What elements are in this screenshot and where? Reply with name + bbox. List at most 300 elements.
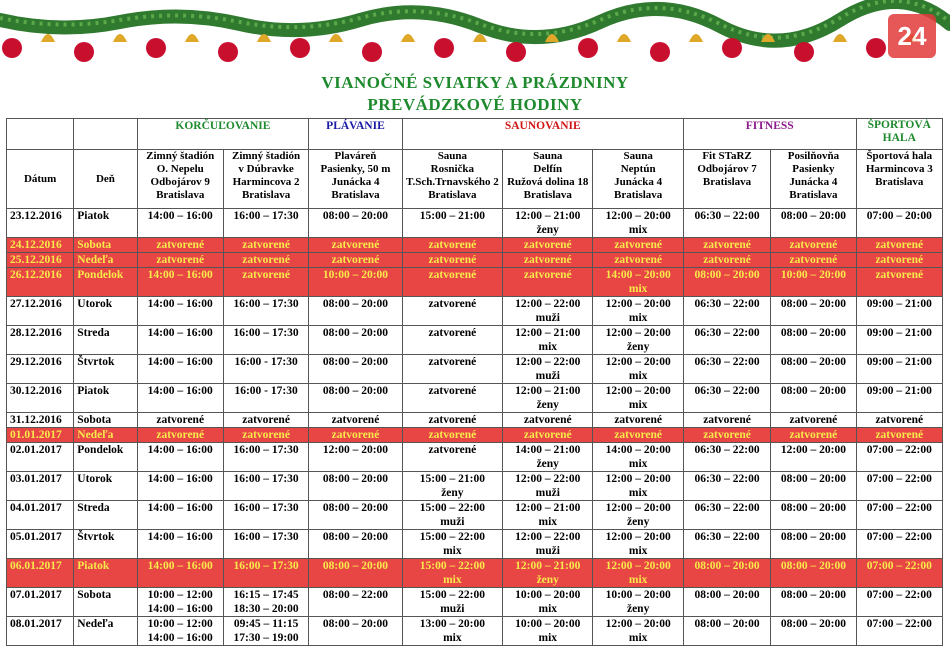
ornament-ball-icon [722, 38, 742, 58]
hours-cell [593, 268, 683, 297]
hours-cell [223, 209, 308, 238]
hours-text: zatvorené [242, 414, 290, 426]
ornament-bell-icon [689, 34, 703, 42]
hours-text: muži [535, 487, 560, 499]
hours-text: 08:00 – 20:00 [322, 502, 389, 514]
hours-text: 16:00 – 17:30 [233, 444, 299, 456]
ornament-bell-icon [401, 34, 415, 42]
hours-text: 16:00 – 17:30 [233, 531, 299, 543]
hours-cell [593, 588, 683, 617]
date-cell: 08.01.2017 [7, 617, 74, 646]
hours-cell [683, 428, 770, 443]
hours-cell [402, 428, 502, 443]
hours-cell [503, 530, 593, 559]
hours-text: 14:00 – 21:00 [515, 444, 581, 456]
venue-header-line: T.Sch.Trnavského 2 [405, 176, 499, 188]
hours-text: zatvorené [789, 239, 838, 251]
hours-text: muži [440, 603, 465, 615]
hours-text: zatvorené [875, 414, 924, 426]
venue-header-line: Junácka 4 [331, 176, 380, 188]
hours-text: 07:00 – 22:00 [866, 560, 932, 572]
hours-cell [503, 617, 593, 646]
hours-cell [223, 253, 308, 268]
hours-text: zatvorené [703, 254, 751, 266]
hours-text: 15:00 – 22:00 [419, 502, 485, 514]
hours-cell [503, 384, 593, 413]
hours-text: 18:30 – 20:00 [233, 603, 299, 615]
hours-cell [503, 413, 593, 428]
hours-cell [309, 559, 402, 588]
hours-text: ženy [536, 458, 559, 470]
group-sports-hall: ŠPORTOVÁ HALA [856, 119, 942, 150]
hours-text: 12:00 – 21:00 [515, 385, 581, 397]
hours-text: zatvorené [428, 298, 477, 310]
hours-text: 08:00 – 20:00 [780, 531, 846, 543]
hours-text: zatvorené [428, 414, 477, 426]
hours-cell [223, 238, 308, 253]
hours-cell [309, 326, 402, 355]
venue-header-line: Plaváreň [334, 150, 377, 162]
hours-text: 15:00 – 21:00 [419, 210, 485, 222]
hours-cell [683, 443, 770, 472]
hours-text: 12:00 – 20:00 [605, 298, 671, 310]
hours-text: zatvorené [875, 254, 924, 266]
hours-text: 14:00 – 16:00 [147, 531, 213, 543]
venue-header-1 [223, 150, 308, 209]
hours-text: 17:30 – 19:00 [233, 632, 299, 644]
ornament-bell-icon [329, 34, 343, 42]
hours-text: zatvorené [523, 239, 572, 251]
hours-text: 08:00 – 20:00 [694, 618, 760, 630]
hours-cell [683, 530, 770, 559]
hours-text: 08:00 – 20:00 [694, 589, 760, 601]
hours-cell [856, 530, 942, 559]
hours-text: 08:00 – 20:00 [780, 298, 846, 310]
hours-text: zatvorené [614, 429, 662, 441]
venue-header-line: Odbojárov 7 [697, 163, 757, 175]
hours-cell [223, 617, 308, 646]
date-cell: 07.01.2017 [7, 588, 74, 617]
hours-text: 14:00 – 16:00 [147, 502, 213, 514]
day-cell: Sobota [74, 588, 137, 617]
hours-cell [137, 443, 223, 472]
day-cell: Nedeľa [74, 428, 137, 443]
hours-text: zatvorené [428, 356, 477, 368]
hours-text: 06:30 – 22:00 [694, 444, 760, 456]
hours-cell [771, 472, 856, 501]
hours-text: 16:00 – 17:30 [233, 502, 299, 514]
hours-cell [402, 443, 502, 472]
hours-text: ženy [626, 341, 650, 353]
hours-text: 08:00 – 22:00 [322, 589, 389, 601]
date-cell: 05.01.2017 [7, 530, 74, 559]
hours-text: 12:00 – 20:00 [605, 560, 671, 572]
hours-cell [771, 209, 856, 238]
venue-header-line: Bratislava [523, 189, 572, 201]
date-cell: 02.01.2017 [7, 443, 74, 472]
hours-text: zatvorené [242, 429, 290, 441]
hours-cell [137, 253, 223, 268]
hours-cell [683, 617, 770, 646]
venue-header-line: Sauna [437, 150, 468, 162]
hours-cell [402, 297, 502, 326]
hours-text: 14:00 – 16:00 [147, 560, 213, 572]
venue-header-line: Bratislava [331, 189, 380, 201]
hours-cell [771, 384, 856, 413]
hours-text: 12:00 – 20:00 [605, 502, 671, 514]
hours-text: 12:00 – 21:00 [515, 327, 581, 339]
hours-cell [309, 384, 402, 413]
venue-header-line: Športová hala [866, 150, 933, 162]
venue-header-line: Odbojárov 9 [150, 176, 210, 188]
hours-cell [856, 501, 942, 530]
venue-header-5 [593, 150, 683, 209]
hours-text: 15:00 – 22:00 [419, 589, 485, 601]
hours-cell [137, 559, 223, 588]
venue-header-line: Delfín [533, 163, 563, 175]
hours-cell [503, 253, 593, 268]
hours-text: 14:00 – 16:00 [147, 356, 213, 368]
hours-cell [503, 428, 593, 443]
hours-cell [137, 472, 223, 501]
hours-cell [856, 238, 942, 253]
date-cell: 30.12.2016 [7, 384, 74, 413]
hours-text: mix [538, 516, 558, 528]
date-cell: 03.01.2017 [7, 472, 74, 501]
venue-header-7 [771, 150, 856, 209]
hours-cell [402, 384, 502, 413]
hours-cell [683, 472, 770, 501]
hours-text: 12:00 – 21:00 [515, 502, 581, 514]
hours-cell [593, 355, 683, 384]
hours-cell [683, 238, 770, 253]
hours-cell [402, 268, 502, 297]
hours-text: 06:30 – 22:00 [694, 385, 760, 397]
hours-text: zatvorené [523, 254, 572, 266]
hours-cell [223, 530, 308, 559]
hours-text: zatvorené [789, 414, 838, 426]
hours-cell [593, 559, 683, 588]
hours-text: 12:00 – 20:00 [780, 444, 846, 456]
day-cell: Utorok [74, 472, 137, 501]
hours-cell [503, 297, 593, 326]
hours-text: zatvorené [875, 429, 924, 441]
table-row [7, 530, 943, 559]
hours-text: ženy [536, 574, 559, 586]
hours-cell [402, 209, 502, 238]
table-row [7, 501, 943, 530]
hours-cell [683, 268, 770, 297]
ornament-bell-icon [833, 34, 847, 42]
ornament-bell-icon [185, 34, 199, 42]
venue-header-line: Bratislava [156, 189, 205, 201]
venue-header-line: Pasienky [792, 163, 835, 175]
day-cell: Piatok [74, 384, 137, 413]
hours-cell [856, 472, 942, 501]
hours-text: 14:00 – 16:00 [147, 298, 213, 310]
hours-text: zatvorené [156, 414, 205, 426]
hours-text: mix [628, 312, 648, 324]
hours-text: 08:00 – 20:00 [780, 385, 846, 397]
hours-text: 13:00 – 20:00 [419, 618, 485, 630]
date-column-header: Dátum [7, 150, 74, 209]
hours-text: zatvorené [703, 429, 751, 441]
hours-text: zatvorené [428, 239, 477, 251]
ornament-ball-icon [290, 38, 310, 58]
hours-text: ženy [626, 603, 650, 615]
hours-cell [309, 413, 402, 428]
venue-header-6 [683, 150, 770, 209]
table-row [7, 355, 943, 384]
hours-text: 10:00 – 20:00 [515, 589, 581, 601]
hours-text: 16:00 – 17:30 [233, 210, 299, 222]
venue-header-line: Fit STaRZ [702, 150, 752, 162]
hours-text: 07:00 – 20:00 [866, 210, 932, 222]
hours-cell [856, 443, 942, 472]
hours-cell [593, 297, 683, 326]
hours-text: ženy [626, 516, 650, 528]
venue-header-line: Pasienky, 50 m [320, 163, 391, 175]
day-cell: Streda [74, 326, 137, 355]
venue-header-line: Bratislava [428, 189, 477, 201]
day-cell: Sobota [74, 238, 137, 253]
page-subtitle: PREVÁDZKOVÉ HODINY [367, 95, 583, 114]
hours-cell [223, 268, 308, 297]
hours-text: 08:00 – 20:00 [780, 502, 846, 514]
date-cell: 24.12.2016 [7, 238, 74, 253]
hours-text: 07:00 – 22:00 [866, 502, 932, 514]
hours-cell [402, 238, 502, 253]
ornament-bell-icon [617, 34, 631, 42]
hours-text: zatvorené [331, 429, 380, 441]
hours-text: 07:00 – 22:00 [866, 531, 932, 543]
hours-text: 06:30 – 22:00 [694, 473, 760, 485]
hours-text: 16:00 - 17:30 [234, 385, 298, 397]
hours-cell [771, 355, 856, 384]
hours-text: 06:30 – 22:00 [694, 356, 760, 368]
hours-text: 12:00 – 20:00 [605, 327, 671, 339]
hours-text: 08:00 – 20:00 [322, 560, 389, 572]
hours-text: 12:00 – 20:00 [605, 531, 671, 543]
day-cell: Streda [74, 501, 137, 530]
hours-cell [771, 413, 856, 428]
hours-text: mix [443, 545, 462, 557]
hours-text: mix [628, 399, 648, 411]
hours-text: 12:00 – 20:00 [605, 618, 671, 630]
venue-header-line: Neptún [620, 163, 656, 175]
hours-text: zatvorené [428, 444, 477, 456]
hours-cell [309, 588, 402, 617]
hours-text: 06:30 – 22:00 [694, 327, 760, 339]
hours-text: 06:30 – 22:00 [694, 531, 760, 543]
day-cell: Nedeľa [74, 617, 137, 646]
hours-text: 12:00 – 22:00 [515, 531, 581, 543]
hours-text: zatvorené [614, 254, 662, 266]
ornament-ball-icon [362, 42, 382, 62]
day-cell: Sobota [74, 413, 137, 428]
date-cell: 27.12.2016 [7, 297, 74, 326]
group-header-row [7, 119, 943, 150]
hours-text: 15:00 – 22:00 [419, 560, 485, 572]
ornament-ball-icon [146, 38, 166, 58]
venue-header-line: Zimný štadión [232, 150, 301, 162]
hours-text: 12:00 – 20:00 [605, 210, 671, 222]
date-cell: 01.01.2017 [7, 428, 74, 443]
hours-cell [503, 326, 593, 355]
hours-text: 09:00 – 21:00 [866, 385, 932, 397]
hours-text: 08:00 – 20:00 [322, 618, 389, 630]
table-row [7, 209, 943, 238]
hours-text: zatvorené [614, 239, 662, 251]
hours-text: 14:00 – 16:00 [147, 269, 213, 281]
hours-text: 08:00 – 20:00 [694, 560, 760, 572]
schedule-body [7, 209, 943, 646]
hours-text: 14:00 – 16:00 [147, 473, 213, 485]
hours-cell [856, 588, 942, 617]
venue-header-8 [856, 150, 942, 209]
hours-text: zatvorené [703, 414, 751, 426]
table-row [7, 384, 943, 413]
hours-text: muži [440, 516, 465, 528]
table-row [7, 428, 943, 443]
day-cell: Štvrtok [74, 355, 137, 384]
date-cell: 26.12.2016 [7, 268, 74, 297]
hours-cell [402, 326, 502, 355]
hours-cell [309, 428, 402, 443]
hours-text: zatvorené [242, 254, 290, 266]
hours-text: 16:00 - 17:30 [234, 356, 298, 368]
hours-cell [856, 268, 942, 297]
hours-text: 10:00 – 20:00 [605, 589, 671, 601]
hours-text: 12:00 – 20:00 [322, 444, 389, 456]
hours-cell [683, 501, 770, 530]
venue-header-line: v Dúbravke [238, 163, 294, 175]
venue-header-0 [137, 150, 223, 209]
hours-text: mix [628, 458, 648, 470]
hours-cell [402, 413, 502, 428]
hours-text: zatvorené [523, 269, 572, 281]
hours-cell [137, 384, 223, 413]
hours-cell [593, 413, 683, 428]
hours-cell [223, 413, 308, 428]
hours-text: 06:30 – 22:00 [694, 298, 760, 310]
hours-text: ženy [441, 487, 464, 499]
hours-cell [683, 297, 770, 326]
venue-header-line: Junácka 4 [614, 176, 663, 188]
group-sauna: SAUNOVANIE [402, 119, 683, 150]
hours-text: 10:00 – 20:00 [322, 269, 389, 281]
hours-cell [223, 428, 308, 443]
hours-cell [683, 559, 770, 588]
venue-header-3 [402, 150, 502, 209]
hours-text: zatvorené [789, 254, 838, 266]
hours-text: 16:00 – 17:30 [233, 298, 299, 310]
hours-cell [771, 501, 856, 530]
hours-cell [402, 588, 502, 617]
hours-text: 14:00 – 16:00 [147, 385, 213, 397]
hours-cell [309, 472, 402, 501]
hours-cell [856, 617, 942, 646]
hours-text: zatvorené [523, 429, 572, 441]
hours-text: zatvorené [875, 239, 924, 251]
table-row [7, 413, 943, 428]
hours-text: 08:00 – 20:00 [322, 473, 389, 485]
hours-text: 08:00 – 20:00 [780, 560, 846, 572]
hours-cell [593, 530, 683, 559]
hours-cell [137, 413, 223, 428]
date-cell: 25.12.2016 [7, 253, 74, 268]
hours-cell [503, 472, 593, 501]
hours-cell [683, 588, 770, 617]
hours-cell [683, 355, 770, 384]
hours-cell [402, 472, 502, 501]
ornament-ball-icon [74, 42, 94, 62]
hours-cell [223, 355, 308, 384]
hours-cell [223, 384, 308, 413]
hours-cell [309, 530, 402, 559]
day-cell: Piatok [74, 209, 137, 238]
hours-text: muži [535, 370, 560, 382]
venue-header-line: Harmincova 3 [865, 163, 933, 175]
hours-text: 10:00 – 20:00 [515, 618, 581, 630]
christmas-garland-decoration [0, 0, 950, 70]
hours-text: zatvorené [428, 327, 477, 339]
hours-cell [593, 384, 683, 413]
hours-text: muži [535, 312, 560, 324]
venue-header-line: Zimný štadión [146, 150, 215, 162]
site-logo: 24 [888, 14, 936, 58]
hours-cell [137, 428, 223, 443]
hours-text: 07:00 – 22:00 [866, 589, 932, 601]
hours-text: mix [628, 487, 648, 499]
hours-text: 10:00 – 12:00 [147, 589, 213, 601]
hours-cell [593, 472, 683, 501]
hours-text: mix [538, 632, 558, 644]
hours-text: 06:30 – 22:00 [694, 210, 760, 222]
table-row [7, 617, 943, 646]
hours-text: 09:00 – 21:00 [866, 327, 932, 339]
ornament-ball-icon [650, 42, 670, 62]
hours-text: 08:00 – 20:00 [322, 210, 389, 222]
ornament-bell-icon [41, 34, 55, 42]
hours-text: 09:00 – 21:00 [866, 356, 932, 368]
venue-header-4 [503, 150, 593, 209]
hours-cell [402, 253, 502, 268]
hours-text: 12:00 – 20:00 [605, 356, 671, 368]
hours-cell [309, 355, 402, 384]
hours-text: zatvorené [156, 254, 205, 266]
hours-cell [503, 355, 593, 384]
hours-text: 14:00 – 16:00 [147, 210, 213, 222]
hours-cell [503, 588, 593, 617]
ornament-ball-icon [218, 42, 238, 62]
hours-text: 08:00 – 20:00 [322, 531, 389, 543]
table-row [7, 472, 943, 501]
venue-header-line: Bratislava [614, 189, 663, 201]
hours-cell [223, 559, 308, 588]
hours-text: 12:00 – 20:00 [605, 473, 671, 485]
hours-text: muži [535, 545, 560, 557]
hours-text: 07:00 – 22:00 [866, 473, 932, 485]
venue-header-line: Bratislava [702, 176, 752, 188]
hours-cell [771, 617, 856, 646]
hours-cell [503, 559, 593, 588]
hours-text: zatvorené [242, 269, 290, 281]
hours-cell [856, 413, 942, 428]
hours-cell [402, 617, 502, 646]
hours-cell [223, 472, 308, 501]
day-cell: Pondelok [74, 443, 137, 472]
